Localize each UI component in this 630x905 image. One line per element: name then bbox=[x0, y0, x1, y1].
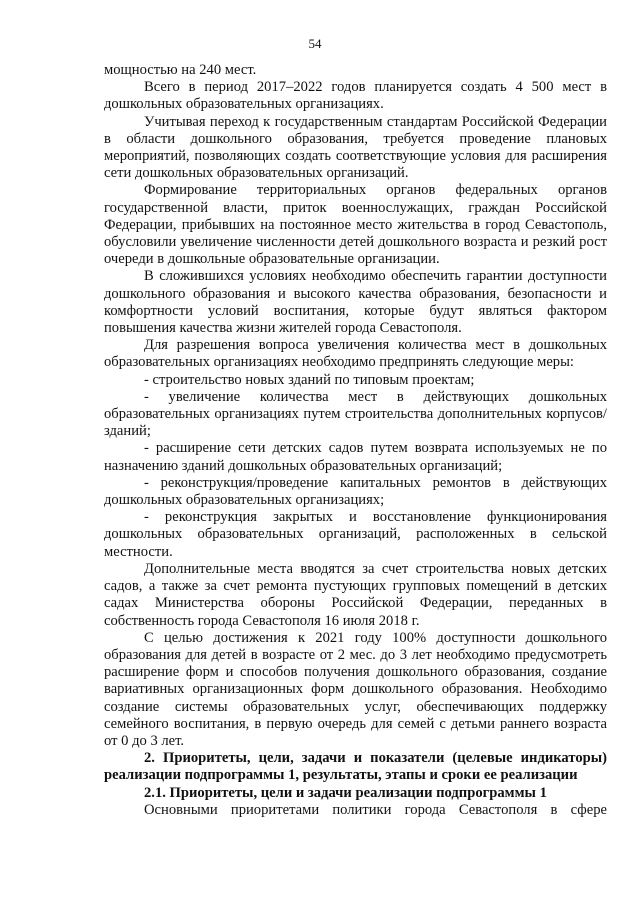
paragraph-final: Основными приоритетами политики города Севастополя в сфере bbox=[144, 801, 607, 818]
paragraph: Дополнительные места вводятся за счет строительства новых детских садов, а также за счет ремонта пустующих групповых помещений в детских садах Министерства обороны Российской Федерации, переданных в собственность города Севастополя 16 июля 2018 г. bbox=[104, 560, 607, 629]
paragraph: Всего в период 2017–2022 годов планируется создать 4 500 мест в дошкольных образовательных организациях. bbox=[104, 79, 607, 113]
list-item: - реконструкция закрытых и восстановление функционирования дошкольных образовательных организаций, расположенных в сельской местности. bbox=[104, 509, 607, 560]
subsection-heading: 2.1. Приоритеты, цели и задачи реализации подпрограммы 1 bbox=[144, 784, 547, 801]
paragraph-continuation: мощностью на 240 мест. bbox=[104, 62, 257, 78]
list-item: - увеличение количества мест в действующих дошкольных образовательных организациях путем строительства дополнительных корпусов/зданий; bbox=[104, 388, 607, 440]
paragraph: Учитывая переход к государственным стандартам Российской Федерации в области дошкольного образования, требуется проведение плановых мероприятий, позволяющих создать соответствующие условия для расширения сети дошкольных образовательных организаций. bbox=[104, 113, 607, 182]
list-item: - расширение сети детских садов путем возврата используемых не по назначению зданий дошкольных образовательных организаций; bbox=[104, 440, 607, 474]
paragraph: Формирование территориальных органов федеральных органов государственной власти, приток военнослужащих, граждан Российской Федерации, прибывших на постоянное место жительства в город Севастополь, обусловили увеличение численности детей дошкольного возраста и резкий рост очереди в дошкольные образовательные организации. bbox=[104, 182, 607, 268]
page-number: 54 bbox=[308, 36, 322, 51]
paragraph: Для разрешения вопроса увеличения количества мест в дошкольных образовательных организациях необходимо предпринять следующие меры: bbox=[104, 337, 607, 371]
list-item: - строительство новых зданий по типовым проектам; bbox=[144, 371, 475, 388]
page-body bbox=[104, 62, 607, 819]
list-item: - реконструкция/проведение капитальных ремонтов в действующих дошкольных образовательных организациях; bbox=[104, 474, 607, 509]
paragraph: В сложившихся условиях необходимо обеспечить гарантии доступности дошкольного образования и высокого качества образования, безопасности и комфортности условий воспитания, которые будут являться фактором повышения качества жизни жителей города Севастополя. bbox=[104, 268, 607, 337]
paragraph: С целью достижения к 2021 году 100% доступности дошкольного образования для детей в возрасте от 2 мес. до 3 лет необходимо предусмотреть расширение форм и способов получения дошкольного образования, создание вариативных организационных форм дошкольного образования. Необходимо создание системы образовательных услуг, обеспечивающих поддержку семейного воспитания, в первую очередь для семей с детьми раннего возраста от 0 до 3 лет. bbox=[104, 629, 607, 749]
section-heading: 2. Приоритеты, цели, задачи и показатели (целевые индикаторы) реализации подпрограммы 1, результаты, этапы и сроки ее реализации bbox=[104, 750, 607, 784]
